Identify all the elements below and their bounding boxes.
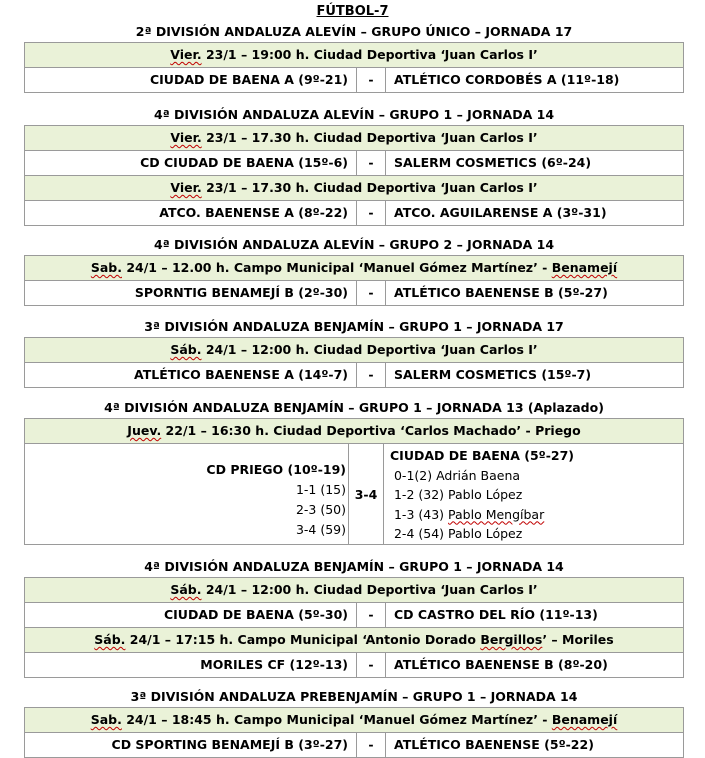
section-3a-prebenjamin bbox=[24, 687, 684, 758]
fixture-match bbox=[25, 363, 683, 387]
fixture-match bbox=[25, 201, 683, 225]
home-team: ATCO. BAENENSE A (8º-22) bbox=[159, 205, 348, 220]
section-4a-benjamin-j13 bbox=[24, 398, 684, 545]
away-goal: 0-1(2) Adrián Baena bbox=[393, 467, 521, 483]
away-team: SALERM COSMETICS (6º-24) bbox=[394, 155, 592, 170]
away-team: CD CASTRO DEL RÍO (11º-13) bbox=[394, 607, 598, 622]
match-separator: - bbox=[356, 733, 386, 757]
match-result-detail bbox=[25, 444, 683, 544]
fixture-place: Bergillos bbox=[480, 632, 543, 647]
fixture-box bbox=[24, 707, 684, 758]
fixture-box bbox=[24, 577, 684, 678]
final-score: 3-4 bbox=[348, 444, 384, 544]
away-team: ATCO. AGUILARENSE A (3º-31) bbox=[394, 205, 607, 220]
fixture-box bbox=[24, 418, 684, 545]
home-team: CIUDAD DE BAENA A (9º-21) bbox=[149, 72, 348, 87]
home-goal: 2-3 (50) bbox=[295, 502, 346, 517]
home-team: MORILES CF (12º-13) bbox=[200, 657, 348, 672]
fixture-day: Sab. bbox=[90, 260, 122, 275]
fixture-box bbox=[24, 337, 684, 388]
section-heading: 3ª DIVISIÓN ANDALUZA PREBENJAMÍN – GRUPO 1 – JORNADA 14 bbox=[130, 689, 578, 704]
home-team: ATLÉTICO BAENENSE A (14º-7) bbox=[134, 367, 348, 382]
fixture-info bbox=[25, 338, 683, 363]
match-separator: - bbox=[356, 603, 386, 627]
fixture-info-text: 24/1 – 18:45 h. Campo Municipal ‘Manuel Gómez Martínez’ - bbox=[121, 712, 552, 727]
section-2a-alevin bbox=[24, 22, 684, 93]
fixture-info-text: 22/1 – 16:30 h. Ciudad Deportiva ‘Carlos Machado’ - bbox=[161, 423, 536, 438]
match-separator: - bbox=[356, 363, 386, 387]
away-scorers bbox=[384, 444, 683, 544]
page-title: FÚTBOL-7 bbox=[316, 4, 389, 19]
fixture-place: Priego bbox=[535, 423, 581, 438]
fixture-info bbox=[25, 419, 683, 444]
section-heading: 4ª DIVISIÓN ANDALUZA BENJAMÍN – GRUPO 1 – JORNADA 13 (Aplazado) bbox=[104, 400, 604, 415]
fixture-box bbox=[24, 255, 684, 306]
fixture-box bbox=[24, 125, 684, 226]
away-team: ATLÉTICO BAENENSE (5º-22) bbox=[394, 737, 594, 752]
fixture-info-text: 23/1 – 17.30 h. Ciudad Deportiva ‘Juan Carlos I’ bbox=[201, 130, 538, 145]
fixture-box bbox=[24, 42, 684, 93]
home-team: CD SPORTING BENAMEJÍ B (3º-27) bbox=[111, 737, 348, 752]
fixture-info bbox=[25, 578, 683, 603]
fixture-day: Sáb. bbox=[170, 342, 202, 357]
section-heading: 4ª DIVISIÓN ANDALUZA ALEVÍN – GRUPO 1 – JORNADA 14 bbox=[153, 107, 555, 122]
home-team: SPORNTIG BENAMEJÍ B (2º-30) bbox=[134, 285, 348, 300]
fixture-info-tail: ’ – Moriles bbox=[542, 632, 614, 647]
home-goal: 1-1 (15) bbox=[295, 482, 346, 497]
fixture-match bbox=[25, 733, 683, 757]
section-4a-benjamin-j14 bbox=[24, 557, 684, 678]
fixture-place: Benamejí bbox=[551, 712, 618, 727]
fixture-info-text: 24/1 – 12:00 h. Ciudad Deportiva ‘Juan Carlos I’ bbox=[201, 342, 538, 357]
fixture-info-text: 24/1 – 12:00 h. Ciudad Deportiva ‘Juan Carlos I’ bbox=[201, 582, 538, 597]
fixture-info bbox=[25, 256, 683, 281]
fixture-info-text: 23/1 – 17.30 h. Ciudad Deportiva ‘Juan Carlos I’ bbox=[201, 180, 538, 195]
match-separator: - bbox=[356, 201, 386, 225]
section-heading: 2ª DIVISIÓN ANDALUZA ALEVÍN – GRUPO ÚNICO – JORNADA 17 bbox=[135, 24, 573, 39]
section-3a-benjamin bbox=[24, 317, 684, 388]
fixture-day: Sab. bbox=[90, 712, 122, 727]
fixture-match bbox=[25, 653, 683, 677]
match-separator: - bbox=[356, 281, 386, 305]
section-heading: 3ª DIVISIÓN ANDALUZA BENJAMÍN – GRUPO 1 – JORNADA 17 bbox=[144, 319, 564, 334]
fixture-day: Juev. bbox=[127, 423, 162, 438]
fixture-day: Sáb. bbox=[170, 582, 202, 597]
fixture-info bbox=[25, 43, 683, 68]
fixture-info bbox=[25, 175, 683, 201]
fixture-match bbox=[25, 281, 683, 305]
section-heading: 4ª DIVISIÓN ANDALUZA BENJAMÍN – GRUPO 1 – JORNADA 14 bbox=[144, 559, 564, 574]
fixture-day: Vier. bbox=[170, 130, 202, 145]
match-separator: - bbox=[356, 151, 386, 175]
away-team: ATLÉTICO CORDOBÉS A (11º-18) bbox=[394, 72, 620, 87]
section-4a-alevin-g2 bbox=[24, 235, 684, 306]
match-separator: - bbox=[356, 68, 386, 92]
away-team: SALERM COSMETICS (15º-7) bbox=[394, 367, 592, 382]
fixture-info bbox=[25, 126, 683, 151]
away-team: ATLÉTICO BAENENSE B (5º-27) bbox=[394, 285, 608, 300]
away-goal: 2-4 (54) Pablo López bbox=[393, 526, 523, 541]
home-scorers bbox=[25, 444, 348, 544]
fixture-match bbox=[25, 68, 683, 92]
fixture-info bbox=[25, 627, 683, 653]
fixture-place: Benamejí bbox=[551, 260, 618, 275]
home-team: CD CIUDAD DE BAENA (15º-6) bbox=[140, 155, 348, 170]
section-heading: 4ª DIVISIÓN ANDALUZA ALEVÍN – GRUPO 2 – JORNADA 14 bbox=[153, 237, 555, 252]
match-separator: - bbox=[356, 653, 386, 677]
away-goal: 1-3 (43) Pablo Mengíbar bbox=[393, 506, 545, 522]
home-goal: 3-4 (59) bbox=[295, 522, 346, 537]
fixture-info-text: 23/1 – 19:00 h. Ciudad Deportiva ‘Juan Carlos I’ bbox=[201, 47, 538, 62]
fixture-day: Sáb. bbox=[94, 632, 126, 647]
fixture-info-text: 24/1 – 12.00 h. Campo Municipal ‘Manuel Gómez Martínez’ - bbox=[122, 260, 552, 275]
home-team: CIUDAD DE BAENA (5º-30) bbox=[163, 607, 348, 622]
fixture-match bbox=[25, 603, 683, 627]
fixture-day: Vier. bbox=[170, 180, 202, 195]
away-goal: 1-2 (32) Pablo López bbox=[393, 487, 523, 502]
section-4a-alevin-g1 bbox=[24, 105, 684, 226]
fixture-info bbox=[25, 708, 683, 733]
away-team: CIUDAD DE BAENA (5º-27) bbox=[390, 448, 575, 463]
away-team: ATLÉTICO BAENENSE B (8º-20) bbox=[394, 657, 608, 672]
fixture-match bbox=[25, 151, 683, 175]
fixture-info-text: 24/1 – 17:15 h. Campo Municipal ‘Antonio Dorado bbox=[125, 632, 481, 647]
fixture-day: Vier. bbox=[170, 47, 202, 62]
home-team: CD PRIEGO (10º-19) bbox=[206, 462, 346, 477]
